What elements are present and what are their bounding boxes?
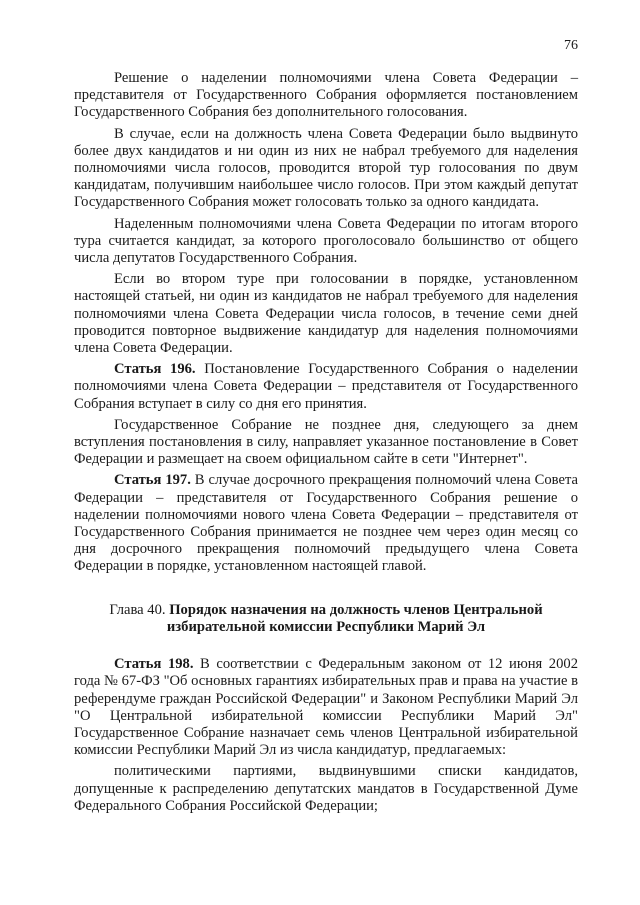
paragraph: Если во втором туре при голосовании в порядке, установленном настоящей статьей, ни один из кандидатов не набрал требуемого для наделения полномочиями члена Совета Федерации числа голосов, в течение семи дней проводится повторное выдвижение кандидатур для наделения полномочиями члена Совета Федерации. bbox=[74, 271, 578, 357]
document-body bbox=[74, 70, 578, 815]
page-number: 76 bbox=[564, 38, 578, 53]
paragraph: Государственное Собрание не позднее дня, следующего за днем вступления постановления в силу, направляет указанное постановление в Совет Федерации и размещает на своем официальном сайте в сети "Интернет". bbox=[74, 416, 578, 468]
chapter-heading bbox=[74, 602, 578, 636]
article-number: Статья 197. bbox=[114, 472, 191, 489]
article-196: Статья 196. Постановление Государственного Собрания о наделении полномочиями члена Совета Федерации – представителя от Государственного Собрания вступает в силу со дня его принятия. bbox=[74, 361, 578, 412]
article-number: Статья 196. bbox=[114, 361, 196, 378]
chapter-prefix: Глава 40. bbox=[109, 601, 170, 618]
paragraph: политическими партиями, выдвинувшими списки кандидатов, допущенные к распределению депутатских мандатов в Государственной Думе Федерального Собрания Российской Федерации; bbox=[74, 763, 578, 814]
paragraph: Решение о наделении полномочиями члена Совета Федерации – представителя от Государственного Собрания оформляется постановлением Государственного Собрания без дополнительного голосования. bbox=[74, 70, 578, 121]
article-198: Статья 198. В соответствии с Федеральным законом от 12 июня 2002 года № 67-ФЗ "Об основных гарантиях избирательных прав и права на участие в референдуме граждан Российской Федерации" и Законом Республики Марий Эл "О Центральной избирательной комиссии Республики Марий Эл" Государственное Собрание назначает семь членов Центральной избирательной комиссии Республики Марий Эл из числа кандидатур, предлагаемых: bbox=[74, 656, 579, 759]
article-number: Статья 198. bbox=[114, 656, 194, 673]
article-197: Статья 197. В случае досрочного прекращения полномочий члена Совета Федерации – представителя от Государственного Собрания решение о наделении полномочиями нового члена Совета Федерации – представителя от Государственного Собрания принимается не позднее чем через один месяц со дня досрочного прекращения полномочий предыдущего члена Совета Федерации в порядке, установленном настоящей главой. bbox=[74, 472, 578, 575]
paragraph: В случае, если на должность члена Совета Федерации было выдвинуто более двух кандидатов и ни один из них не набрал требуемого для наделения полномочиями числа голосов, проводится второй тур голосования по двум кандидатам, получившим наибольшее число голосов. При этом каждый депутат Государственного Собрания может голосовать только за одного кандидата. bbox=[74, 125, 578, 211]
chapter-title: Порядок назначения на должность членов Центральной избирательной комиссии Республики Марий Эл bbox=[166, 601, 543, 635]
paragraph: Наделенным полномочиями члена Совета Федерации по итогам второго тура считается кандидат, за которого проголосовало большинство от общего числа депутатов Государственного Собрания. bbox=[74, 215, 578, 267]
